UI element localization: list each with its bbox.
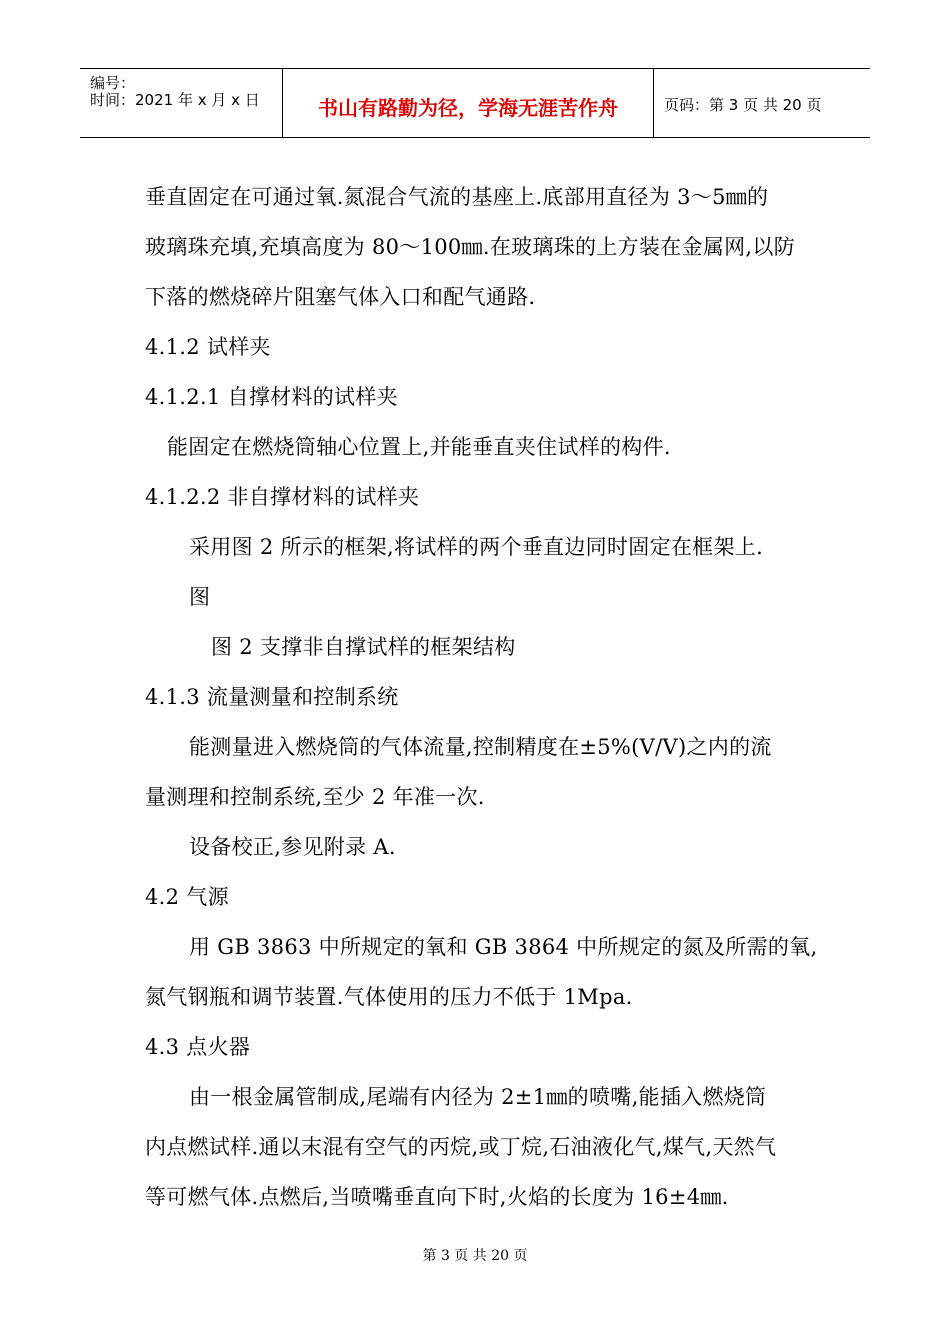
section-heading: 4.1.2.1 自撑材料的试样夹 — [145, 385, 398, 409]
body-line: 垂直固定在可通过氧.氮混合气流的基座上.底部用直径为 3～5㎜的 — [145, 185, 769, 209]
body-line: 下落的燃烧碎片阻塞气体入口和配气通路. — [145, 285, 536, 309]
section-heading: 4.2 气源 — [145, 885, 229, 909]
figure-caption: 图 2 支撑非自撑试样的框架结构 — [211, 635, 516, 659]
section-heading: 4.3 点火器 — [145, 1035, 251, 1059]
section-heading: 4.1.2.2 非自撑材料的试样夹 — [145, 485, 420, 509]
body-line: 采用图 2 所示的框架,将试样的两个垂直边同时固定在框架上. — [189, 535, 764, 559]
header-motto: 书山有路勤为径，学海无涯苦作舟 — [318, 96, 618, 120]
figure-placeholder: 图 — [189, 585, 211, 609]
document-number-label: 编号： — [90, 74, 136, 92]
body-line: 量测理和控制系统,至少 2 年准一次. — [145, 785, 485, 809]
document-date-label: 时间：2021 年 x 月 x 日 — [90, 91, 260, 109]
body-line: 用 GB 3863 中所规定的氧和 GB 3864 中所规定的氮及所需的氧, — [189, 935, 818, 959]
body-line: 由一根金属管制成,尾端有内径为 2±1㎜的喷嘴,能插入燃烧筒 — [189, 1085, 767, 1109]
header-right-cell — [654, 69, 870, 137]
body-line: 设备校正,参见附录 A. — [189, 835, 396, 859]
page-header — [80, 68, 870, 138]
body-line: 能固定在燃烧筒轴心位置上,并能垂直夹住试样的构件. — [167, 435, 671, 459]
page-footer: 第 3 页 共 20 页 — [422, 1248, 528, 1264]
document-body — [145, 172, 818, 1222]
body-line: 氮气钢瓶和调节装置.气体使用的压力不低于 1Mpa. — [145, 985, 633, 1009]
header-middle-cell — [283, 69, 654, 137]
body-line: 玻璃珠充填,充填高度为 80～100㎜.在玻璃珠的上方装在金属网,以防 — [145, 235, 796, 259]
section-heading: 4.1.2 试样夹 — [145, 335, 271, 359]
body-line: 内点燃试样.通以末混有空气的丙烷,或丁烷,石油液化气,煤气,天然气 — [145, 1135, 777, 1159]
header-left-cell — [80, 69, 283, 137]
body-line: 等可燃气体.点燃后,当喷嘴垂直向下时,火焰的长度为 16±4㎜. — [145, 1185, 729, 1209]
header-page-info: 页码：第 3 页 共 20 页 — [664, 96, 822, 114]
body-line: 能测量进入燃烧筒的气体流量,控制精度在±5%(V/V)之内的流 — [189, 735, 772, 759]
section-heading: 4.1.3 流量测量和控制系统 — [145, 685, 399, 709]
